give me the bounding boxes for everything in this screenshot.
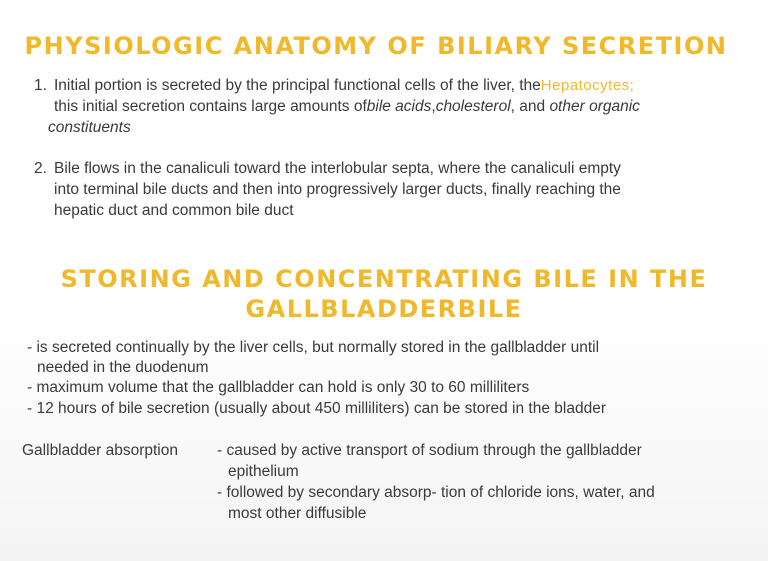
constituents-term: constituents [48, 119, 131, 136]
hepatocytes-highlight: Hepatocytes; [540, 77, 635, 94]
item2-line1: Bile flows in the canaliculi toward the interlobular septa, where the canaliculi empty [54, 160, 621, 177]
bullet-2: - maximum volume that the gallbladder can hold is only 30 to 60 milliliters [27, 379, 530, 396]
section-title-biliary-secretion: PHYSIOLOGIC ANATOMY OF BILIARY SECRETION [24, 32, 728, 60]
section-title-line2: GALLBLADDERBILE [245, 295, 523, 323]
other-organic-term: other organic [549, 98, 640, 115]
list-number-2: 2. [34, 160, 47, 177]
section-title-line1: STORING AND CONCENTRATING BILE IN THE [60, 265, 708, 293]
absorption-point1: - caused by active transport of sodium through the gallbladder [217, 442, 642, 459]
comma: , [431, 98, 436, 115]
bullet-1: - is secreted continually by the liver cells, but normally stored in the gallbladder until [27, 339, 600, 356]
cholesterol-term: cholesterol [435, 98, 511, 115]
item1-line1 [54, 75, 634, 96]
absorption-point2-cont: most other diffusible [228, 505, 367, 522]
section-title-gallbladder [0, 264, 768, 324]
absorption-label: Gallbladder absorption [22, 442, 178, 459]
absorption-point1-cont: epithelium [228, 463, 299, 480]
and-text: , and [510, 98, 550, 115]
bullet-3: - 12 hours of bile secretion (usually about 450 milliliters) can be stored in the bladder [27, 400, 606, 417]
bile-acids-term: bile acids [366, 98, 432, 115]
item1-line2 [54, 96, 640, 117]
item2-line3: hepatic duct and common bile duct [54, 202, 294, 219]
absorption-point2: - followed by secondary absorp- tion of chloride ions, water, and [217, 484, 655, 501]
item2-line2: into terminal bile ducts and then into progressively larger ducts, finally reaching the [54, 181, 621, 198]
list-number-1: 1. [34, 77, 47, 94]
item1-line2-text: this initial secretion contains large amounts of [54, 98, 367, 115]
bullet-1-cont: needed in the duodenum [37, 359, 209, 376]
item1-line3 [48, 117, 131, 138]
item1-text: Initial portion is secreted by the principal functional cells of the liver, the [54, 77, 541, 94]
